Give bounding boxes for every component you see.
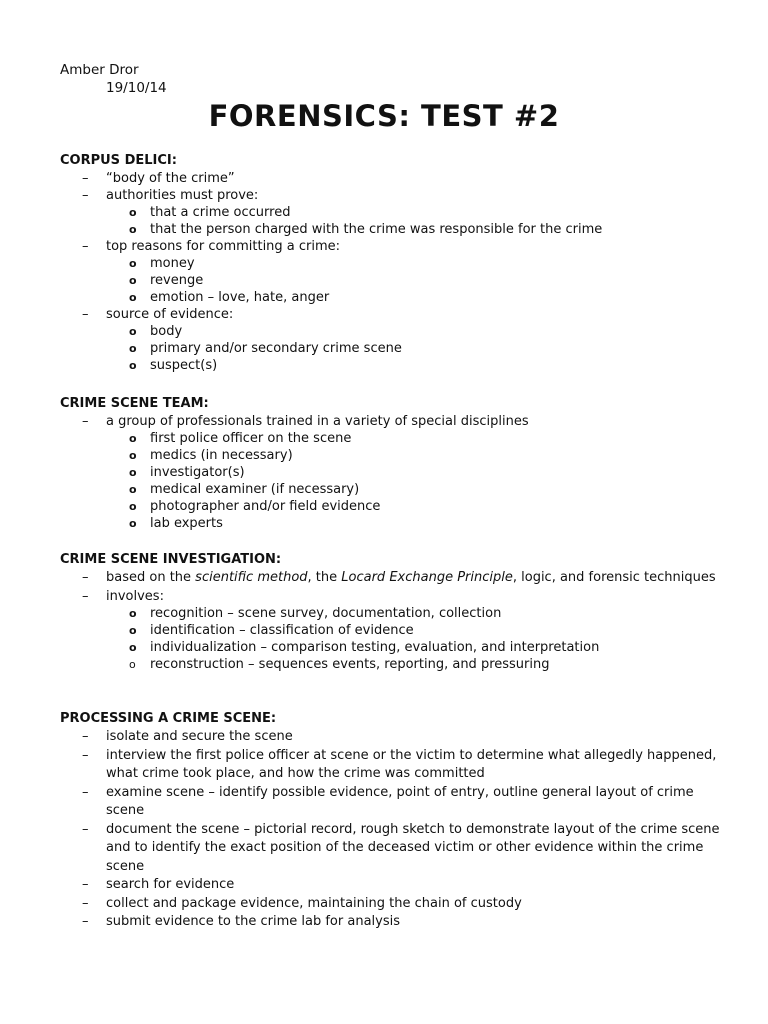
bullet-marker: o [129,483,137,496]
dash-marker: – [82,895,89,911]
bullet-marker: o [129,606,137,620]
list-item [60,170,720,187]
list-item-text: search for evidence [106,877,235,892]
sub-list-item [60,204,720,221]
list-item-text: submit evidence to the crime lab for analysis [106,914,400,929]
text-run: based on the [106,570,196,585]
list-item-text: “body of the crime” [106,171,235,186]
sub-list-item [60,464,720,481]
author-name: Amber Dror [60,62,139,78]
sub-list-item [60,622,720,639]
sub-list-item [60,656,720,673]
section-heading: PROCESSING A CRIME SCENE: [60,711,277,726]
bullet-marker: o [129,657,136,671]
list-item [60,306,720,323]
sub-list-item [60,357,720,374]
page-title: FORENSICS: TEST #2 [208,99,560,133]
bullet-marker: o [129,291,137,304]
dash-marker: – [82,188,89,203]
sub-item-text: recognition – scene survey, documentation, collection [150,605,502,621]
section-corpus-delici [60,152,720,374]
sub-item-text: reconstruction – sequences events, reporting, and pressuring [150,656,550,672]
list-item-text: examine scene – identify possible evidence, point of entry, outline general layout of crime scene [106,784,694,818]
sub-list-item [60,289,720,306]
bullet-marker: o [129,223,137,236]
dash-marker: – [82,171,89,186]
dash-marker: – [82,307,89,322]
list-item-text: involves: [106,588,164,604]
bullet-marker: o [129,640,137,654]
section-heading: CORPUS DELICI: [60,153,177,168]
sub-item-text: medical examiner (if necessary) [150,482,360,497]
section-processing-crime-scene [60,710,720,932]
list-item [60,238,720,255]
dash-marker: – [82,747,89,763]
sub-item-text: identification – classification of evidence [150,622,414,638]
list-item [60,588,720,605]
bullet-marker: o [129,500,137,513]
sub-item-text: that the person charged with the crime was responsible for the crime [150,222,603,237]
dash-marker: – [82,414,89,429]
section-crime-scene-team [60,395,720,532]
bullet-marker: o [129,325,137,338]
dash-marker: – [82,784,89,800]
bullet-marker: o [129,206,137,219]
sub-item-text: investigator(s) [150,465,245,480]
list-item [60,413,720,430]
dash-marker: – [82,570,89,585]
dash-marker: – [82,588,89,604]
bullet-marker: o [129,274,137,287]
list-item [60,728,720,747]
list-item [60,569,720,588]
bullet-marker: o [129,432,137,445]
list-item [60,913,720,932]
list-item-text: source of evidence: [106,307,234,322]
dash-marker: – [82,877,89,892]
sub-list-item [60,221,720,238]
section-crime-scene-investigation [60,551,720,673]
document-date: 19/10/14 [106,80,167,96]
text-run: , the [307,570,342,585]
sub-item-text: money [150,256,195,271]
sub-list-item [60,430,720,447]
sub-list-item [60,255,720,272]
sub-list-item [60,498,720,515]
sub-item-text: individualization – comparison testing, evaluation, and interpretation [150,639,600,655]
list-item-text: a group of professionals trained in a variety of special disciplines [106,414,529,429]
dash-marker: – [82,239,89,254]
locard-principle-term: Locard Exchange Principle [341,570,513,585]
list-item-text: interview the first police officer at scene or the victim to determine what allegedly happened, what crime took place, and how the crime was committed [106,747,717,781]
bullet-marker: o [129,466,137,479]
sub-item-text: primary and/or secondary crime scene [150,341,402,356]
list-item [60,895,720,914]
sub-item-text: emotion – love, hate, anger [150,290,330,305]
sub-list-item [60,515,720,532]
sub-list-item [60,272,720,289]
sub-list-item [60,323,720,340]
sub-list-item [60,481,720,498]
sub-list-item [60,340,720,357]
list-item [60,784,720,821]
sub-item-text: medics (in necessary) [150,448,293,463]
bullet-marker: o [129,257,137,270]
list-item [60,187,720,204]
bullet-marker: o [129,623,137,637]
bullet-marker: o [129,342,137,355]
list-item [60,821,720,877]
sub-item-text: that a crime occurred [150,205,291,220]
bullet-marker: o [129,359,137,372]
sub-list-item [60,639,720,656]
list-item-text: isolate and secure the scene [106,729,293,744]
sub-item-text: first police officer on the scene [150,431,352,446]
dash-marker: – [82,821,89,837]
sub-item-text: photographer and/or field evidence [150,499,381,514]
list-item [60,747,720,784]
section-heading: CRIME SCENE INVESTIGATION: [60,552,282,567]
list-item-text: top reasons for committing a crime: [106,239,341,254]
text-run: , logic, and forensic techniques [512,570,716,585]
dash-marker: – [82,729,89,744]
scientific-method-term: scientific method [195,570,308,585]
sub-item-text: body [150,324,183,339]
sub-list-item [60,447,720,464]
list-item-text [106,570,716,585]
bullet-marker: o [129,517,137,530]
list-item-text: collect and package evidence, maintaining the chain of custody [106,895,522,911]
bullet-marker: o [129,449,137,462]
list-item-text: authorities must prove: [106,188,259,203]
sub-item-text: lab experts [150,516,223,531]
dash-marker: – [82,914,89,929]
sub-list-item [60,605,720,622]
list-item-text: document the scene – pictorial record, rough sketch to demonstrate layout of the crime scene and to identify the exact position of the deceased victim or other evidence within the crime scene [106,821,720,874]
list-item [60,876,720,895]
sub-item-text: revenge [150,273,204,288]
sub-item-text: suspect(s) [150,358,218,373]
section-heading: CRIME SCENE TEAM: [60,396,209,411]
